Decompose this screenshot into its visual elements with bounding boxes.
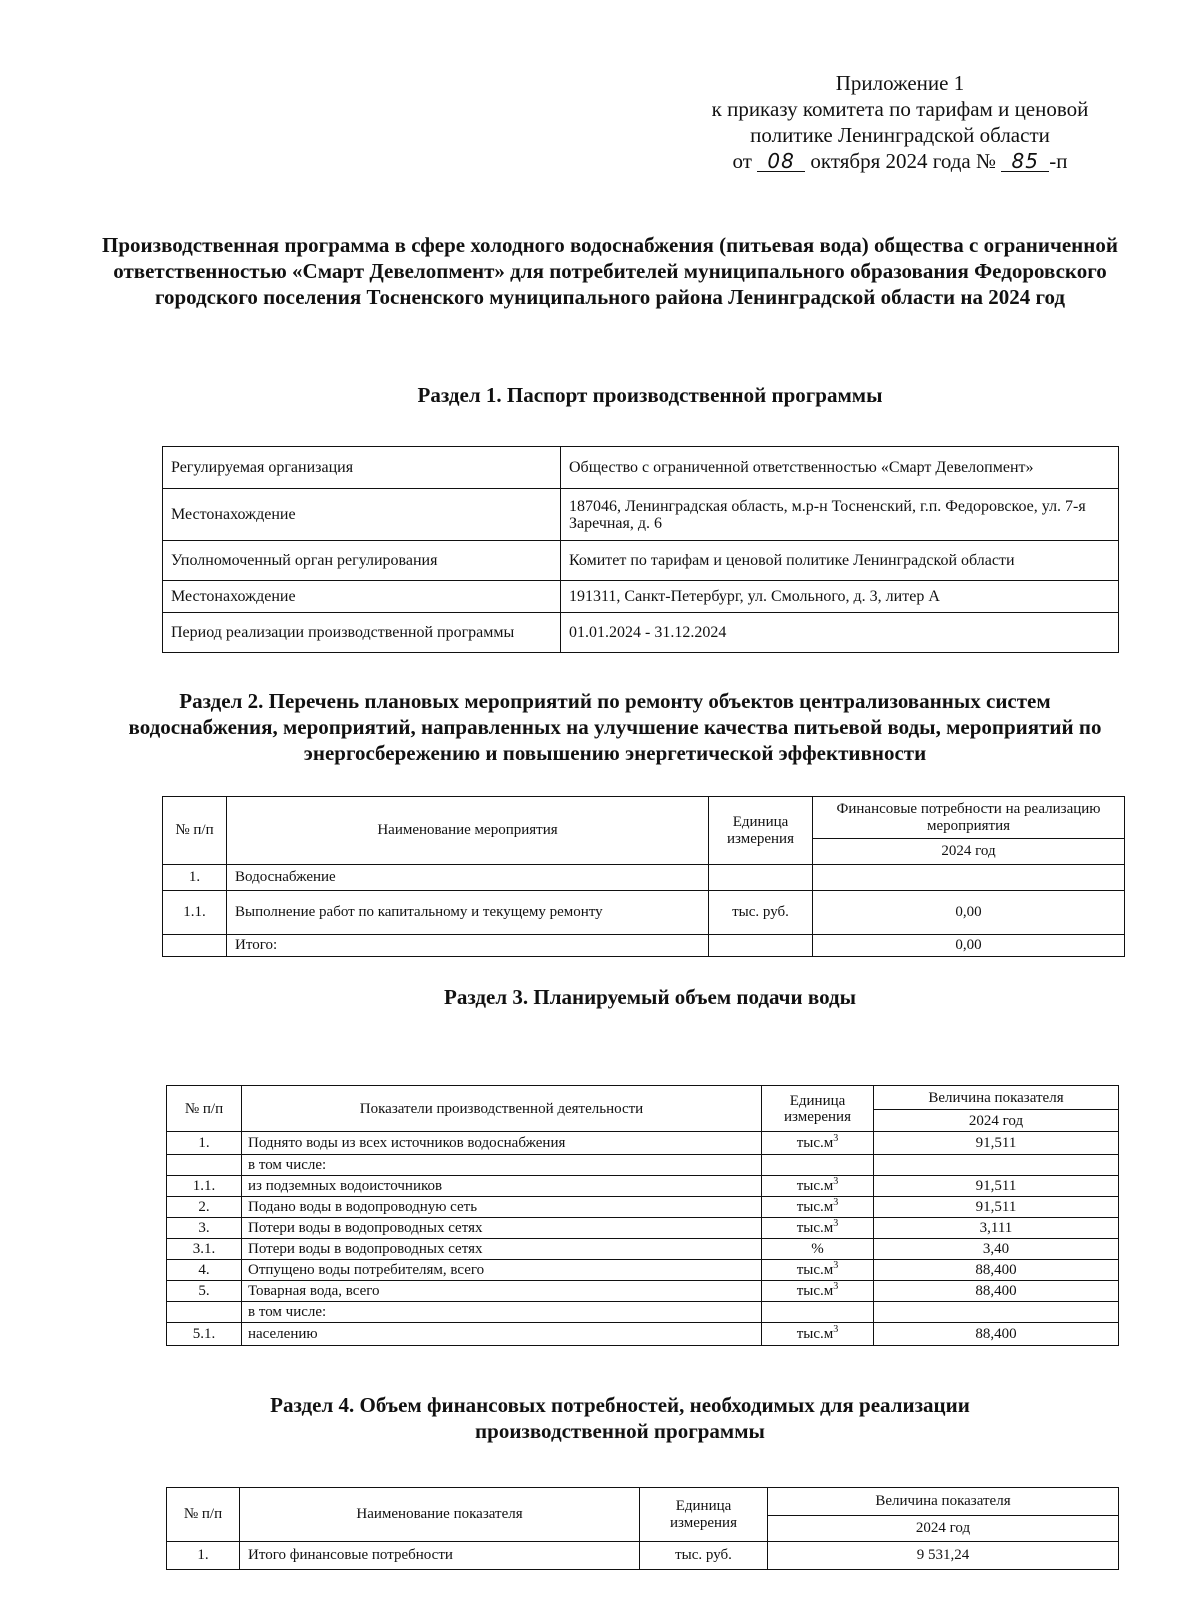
row-name: Итого финансовые потребности	[240, 1542, 640, 1570]
passport-table	[162, 446, 1119, 653]
table-header-row	[167, 1488, 1119, 1516]
passport-label: Уполномоченный орган регулирования	[163, 541, 561, 581]
row-num: 1.1.	[163, 891, 227, 935]
row-name: Потери воды в водопроводных сетях	[242, 1218, 762, 1239]
col-header-year: 2024 год	[768, 1516, 1119, 1542]
row-name: населению	[242, 1323, 762, 1346]
table-header-row	[163, 797, 1125, 839]
row-unit: $тыс.м^3$	[762, 1197, 874, 1218]
row-name: в том числе:	[242, 1302, 762, 1323]
row-name: Отпущено воды потребителям, всего	[242, 1260, 762, 1281]
table-row	[163, 891, 1125, 935]
row-unit: тыс. руб.	[709, 891, 813, 935]
row-num: 1.1.	[167, 1176, 242, 1197]
table-row	[163, 489, 1119, 541]
section-4-title: Раздел 4. Объем финансовых потребностей, необходимых для реализации производственной программы	[270, 1393, 970, 1443]
passport-value: 187046, Ленинградская область, м.р-н Тосненский, г.п. Федоровское, ул. 7-я Заречная, д. 6	[561, 489, 1119, 541]
row-unit	[709, 865, 813, 891]
passport-label: Регулируемая организация	[163, 447, 561, 489]
col-header-num: № п/п	[163, 797, 227, 865]
row-value: 3,40	[874, 1239, 1119, 1260]
table-row	[167, 1218, 1119, 1239]
table-row	[167, 1155, 1119, 1176]
row-name: Потери воды в водопроводных сетях	[242, 1239, 762, 1260]
section-3-title: Раздел 3. Планируемый объем подачи воды	[444, 985, 856, 1009]
row-value: 9 531,24	[768, 1542, 1119, 1570]
row-unit: $тыс.м^3$	[762, 1132, 874, 1155]
row-num: 1.	[167, 1132, 242, 1155]
row-num: 1.	[163, 865, 227, 891]
section-2-title: Раздел 2. Перечень плановых мероприятий по ремонту объектов централизованных систем водоснабжения, мероприятий, направленных на улучшение качества питьевой воды, мероприятий по энергосбережению и повышению энергетической эффективности	[128, 689, 1102, 765]
row-num	[167, 1155, 242, 1176]
document-title: Производственная программа в сфере холодного водоснабжения (питьевая вода) общества с ограниченной ответственностью «Смарт Девелопмент» для потребителей муниципального образования Федоровского городского поселения Тосненского муниципального района Ленинградской области на 2024 год	[102, 233, 1118, 309]
row-value: 88,400	[874, 1260, 1119, 1281]
row-num: 3.1.	[167, 1239, 242, 1260]
row-value	[874, 1302, 1119, 1323]
table-row	[167, 1281, 1119, 1302]
row-value	[874, 1155, 1119, 1176]
appendix-header	[640, 70, 1160, 174]
row-unit: $тыс.м^3$	[762, 1323, 874, 1346]
table-row	[167, 1542, 1119, 1570]
table-row	[167, 1197, 1119, 1218]
col-header-name: Показатели производственной деятельности	[242, 1086, 762, 1132]
passport-value: 191311, Санкт-Петербург, ул. Смольного, д. 3, литер А	[561, 581, 1119, 613]
row-unit: %	[762, 1239, 874, 1260]
month-year-label: октября 2024 года №	[810, 149, 997, 173]
col-header-unit: Единица измерения	[762, 1086, 874, 1132]
row-name: Водоснабжение	[227, 865, 709, 891]
financial-needs-table	[166, 1487, 1119, 1570]
row-name: из подземных водоисточников	[242, 1176, 762, 1197]
passport-value: Комитет по тарифам и ценовой политике Ленинградской области	[561, 541, 1119, 581]
col-header-name: Наименование мероприятия	[227, 797, 709, 865]
row-name: Поднято воды из всех источников водоснабжения	[242, 1132, 762, 1155]
row-num	[167, 1302, 242, 1323]
row-num	[163, 935, 227, 957]
row-value: 91,511	[874, 1197, 1119, 1218]
appendix-line-3: политике Ленинградской области	[750, 123, 1050, 147]
row-num: 5.1.	[167, 1323, 242, 1346]
passport-label: Местонахождение	[163, 581, 561, 613]
row-num: 2.	[167, 1197, 242, 1218]
row-value: 88,400	[874, 1281, 1119, 1302]
col-header-value: Величина показателя	[768, 1488, 1119, 1516]
row-unit	[762, 1302, 874, 1323]
row-value: 0,00	[813, 935, 1125, 957]
passport-value: Общество с ограниченной ответственностью «Смарт Девелопмент»	[561, 447, 1119, 489]
col-header-unit: Единица измерения	[640, 1488, 768, 1542]
table-row	[167, 1302, 1119, 1323]
passport-label: Местонахождение	[163, 489, 561, 541]
table-row	[167, 1239, 1119, 1260]
row-num: 1.	[167, 1542, 240, 1570]
table-row	[163, 447, 1119, 489]
table-row	[167, 1132, 1119, 1155]
col-header-year: 2024 год	[813, 839, 1125, 865]
row-unit	[762, 1155, 874, 1176]
row-unit: тыс. руб.	[640, 1542, 768, 1570]
table-row	[163, 865, 1125, 891]
col-header-year: 2024 год	[874, 1110, 1119, 1132]
table-row	[163, 581, 1119, 613]
table-row	[167, 1323, 1119, 1346]
row-num: 4.	[167, 1260, 242, 1281]
passport-value: 01.01.2024 - 31.12.2024	[561, 613, 1119, 653]
table-header-row	[167, 1086, 1119, 1110]
row-num: 3.	[167, 1218, 242, 1239]
row-num: 5.	[167, 1281, 242, 1302]
row-name: Выполнение работ по капитальному и текущему ремонту	[227, 891, 709, 935]
table-row	[163, 541, 1119, 581]
row-unit	[709, 935, 813, 957]
table-row	[167, 1176, 1119, 1197]
row-name: Итого:	[227, 935, 709, 957]
col-header-num: № п/п	[167, 1488, 240, 1542]
order-number-handwritten: 85	[1001, 151, 1049, 172]
order-suffix: -п	[1049, 149, 1068, 173]
row-name: Товарная вода, всего	[242, 1281, 762, 1302]
section-1-title: Раздел 1. Паспорт производственной программы	[417, 383, 883, 407]
row-value: 88,400	[874, 1323, 1119, 1346]
row-value: 91,511	[874, 1176, 1119, 1197]
appendix-line-4	[640, 148, 1160, 174]
repair-measures-table	[162, 796, 1125, 957]
row-unit: $тыс.м^3$	[762, 1260, 874, 1281]
row-name: в том числе:	[242, 1155, 762, 1176]
table-row	[163, 935, 1125, 957]
water-supply-table	[166, 1085, 1119, 1346]
row-name: Подано воды в водопроводную сеть	[242, 1197, 762, 1218]
row-unit: $тыс.м^3$	[762, 1218, 874, 1239]
row-unit: $тыс.м^3$	[762, 1281, 874, 1302]
from-label: от	[732, 149, 752, 173]
passport-label: Период реализации производственной программы	[163, 613, 561, 653]
col-header-unit: Единица измерения	[709, 797, 813, 865]
table-row	[163, 613, 1119, 653]
row-value	[813, 865, 1125, 891]
col-header-num: № п/п	[167, 1086, 242, 1132]
col-header-finance: Финансовые потребности на реализацию мероприятия	[813, 797, 1125, 839]
appendix-line-2: к приказу комитета по тарифам и ценовой	[711, 97, 1089, 121]
row-value: 3,111	[874, 1218, 1119, 1239]
col-header-name: Наименование показателя	[240, 1488, 640, 1542]
row-unit: $тыс.м^3$	[762, 1176, 874, 1197]
row-value: 0,00	[813, 891, 1125, 935]
order-day-handwritten: 08	[757, 151, 805, 172]
table-row	[167, 1260, 1119, 1281]
appendix-line-1: Приложение 1	[835, 71, 965, 95]
row-value: 91,511	[874, 1132, 1119, 1155]
col-header-value: Величина показателя	[874, 1086, 1119, 1110]
